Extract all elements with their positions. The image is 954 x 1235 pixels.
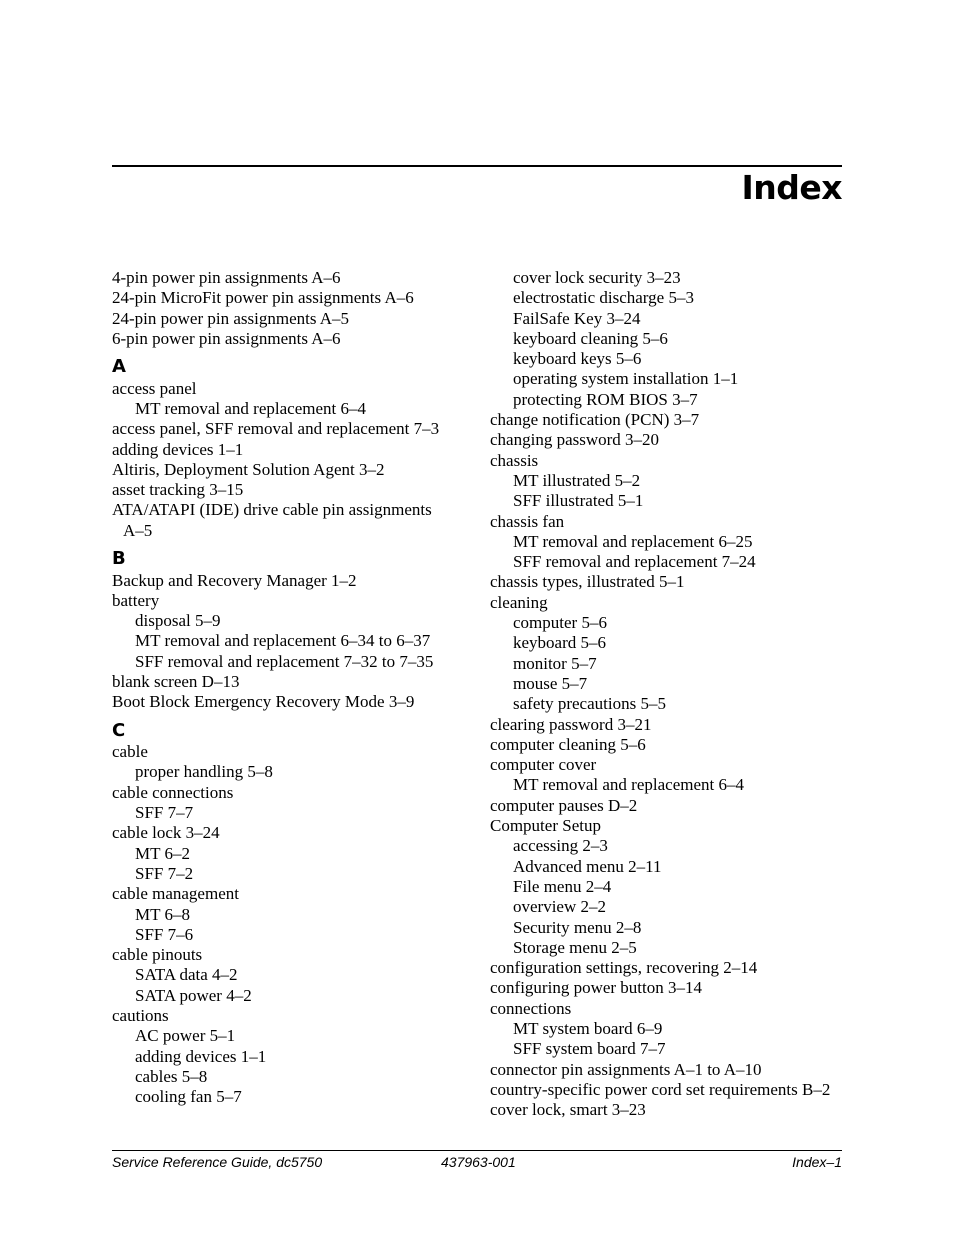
index-subentry: SATA power 4–2	[135, 985, 252, 1005]
index-entry: computer cleaning 5–6	[490, 734, 646, 754]
index-entry: change notification (PCN) 3–7	[490, 410, 700, 430]
index-entry: 24-pin power pin assignments A–5	[112, 308, 350, 328]
index-subentry: accessing 2–3	[513, 836, 608, 856]
index-entry: battery	[112, 590, 160, 610]
index-subentry: MT removal and replacement 6–25	[513, 531, 753, 551]
footer-page-number: Index–1	[792, 1154, 842, 1170]
index-subentry: operating system installation 1–1	[513, 369, 739, 389]
index-entry: cable management	[112, 884, 239, 904]
index-entry: blank screen D–13	[112, 672, 240, 692]
index-entry: Backup and Recovery Manager 1–2	[112, 570, 357, 590]
index-entry: computer pauses D–2	[490, 795, 638, 815]
index-subentry: mouse 5–7	[513, 673, 588, 693]
index-entry: 4-pin power pin assignments A–6	[112, 268, 341, 287]
index-entry: cover lock, smart 3–23	[490, 1100, 646, 1120]
index-subentry: Advanced menu 2–11	[513, 856, 662, 876]
index-subentry: cooling fan 5–7	[135, 1087, 242, 1107]
page-title: Index	[741, 168, 842, 207]
index-entry: cable pinouts	[112, 945, 203, 965]
index-entry: computer cover	[490, 755, 597, 775]
index-entry: Altiris, Deployment Solution Agent 3–2	[112, 459, 385, 479]
index-subentry: SFF 7–6	[135, 924, 194, 944]
index-entry: ATA/ATAPI (IDE) drive cable pin assignments	[112, 500, 432, 520]
index-subentry: computer 5–6	[513, 613, 607, 633]
index-entry: changing password 3–20	[490, 430, 660, 450]
index-subentry: cover lock security 3–23	[513, 268, 681, 287]
index-subentry: SFF removal and replacement 7–24	[513, 552, 756, 572]
index-subentry: proper handling 5–8	[135, 762, 273, 782]
index-subentry: SFF system board 7–7	[513, 1039, 666, 1059]
index-subentry: protecting ROM BIOS 3–7	[513, 389, 698, 409]
index-subentry: disposal 5–9	[135, 611, 221, 631]
index-subentry: MT removal and replacement 6–4	[135, 398, 366, 418]
index-subentry: MT 6–2	[135, 843, 190, 863]
index-subentry: monitor 5–7	[513, 653, 597, 673]
index-subentry: Storage menu 2–5	[513, 937, 637, 957]
index-entry: cable lock 3–24	[112, 823, 220, 843]
index-section-letter: A	[112, 356, 126, 378]
index-entry: Boot Block Emergency Recovery Mode 3–9	[112, 692, 415, 712]
index-entry: Computer Setup	[490, 816, 601, 836]
index-subentry: overview 2–2	[513, 897, 607, 917]
index-subentry: MT removal and replacement 6–4	[513, 775, 744, 795]
index-subentry: adding devices 1–1	[135, 1046, 267, 1066]
index-subentry: MT system board 6–9	[513, 1018, 663, 1038]
index-entry: configuring power button 3–14	[490, 978, 702, 998]
index-entry-continuation: A–5	[123, 520, 153, 540]
top-rule	[112, 165, 842, 167]
index-subentry: safety precautions 5–5	[513, 694, 666, 714]
index-subentry: MT removal and replacement 6–34 to 6–37	[135, 631, 431, 651]
index-entry: cautions	[112, 1006, 169, 1025]
index-subentry: keyboard cleaning 5–6	[513, 328, 668, 348]
index-subentry: SFF 7–2	[135, 863, 194, 883]
index-entry: configuration settings, recovering 2–14	[490, 958, 758, 978]
index-entry: chassis	[490, 450, 539, 470]
index-column-right	[490, 268, 840, 1120]
index-subentry: MT 6–8	[135, 904, 190, 924]
index-subentry: electrostatic discharge 5–3	[513, 288, 694, 308]
index-entry: chassis fan	[490, 511, 565, 531]
bottom-rule	[112, 1150, 842, 1151]
index-entry: connections	[490, 998, 572, 1018]
index-entry: access panel	[112, 378, 197, 398]
index-subentry: SFF removal and replacement 7–32 to 7–35	[135, 651, 434, 671]
footer-document-title: Service Reference Guide, dc5750	[112, 1154, 323, 1170]
index-subentry: FailSafe Key 3–24	[513, 308, 641, 328]
index-subentry: Security menu 2–8	[513, 917, 642, 937]
index-subentry: MT illustrated 5–2	[513, 470, 641, 490]
index-entry: cable	[112, 742, 148, 762]
index-subentry: keyboard keys 5–6	[513, 349, 642, 369]
index-entry: adding devices 1–1	[112, 439, 244, 459]
index-entry: country-specific power cord set requirements B–2	[490, 1079, 831, 1099]
index-column-left	[112, 268, 457, 1107]
index-entry: cable connections	[112, 782, 234, 802]
index-entry: cleaning	[490, 592, 548, 612]
index-section-letter: C	[112, 719, 126, 741]
footer-part-number: 437963-001	[441, 1154, 516, 1170]
index-subentry: SATA data 4–2	[135, 965, 238, 985]
index-subentry: SFF 7–7	[135, 803, 194, 823]
index-section-letter: B	[112, 548, 126, 570]
index-subentry: AC power 5–1	[135, 1026, 236, 1046]
index-entry: connector pin assignments A–1 to A–10	[490, 1059, 762, 1079]
index-subentry: File menu 2–4	[513, 876, 612, 896]
index-entry: 24-pin MicroFit power pin assignments A–6	[112, 288, 414, 308]
index-subentry: SFF illustrated 5–1	[513, 491, 644, 511]
index-subentry: cables 5–8	[135, 1066, 208, 1086]
index-entry: clearing password 3–21	[490, 714, 652, 734]
index-entry: chassis types, illustrated 5–1	[490, 572, 685, 592]
index-entry: 6-pin power pin assignments A–6	[112, 328, 341, 348]
index-entry: asset tracking 3–15	[112, 480, 244, 500]
index-subentry: keyboard 5–6	[513, 633, 607, 653]
index-entry: access panel, SFF removal and replacement 7–3	[112, 419, 440, 439]
